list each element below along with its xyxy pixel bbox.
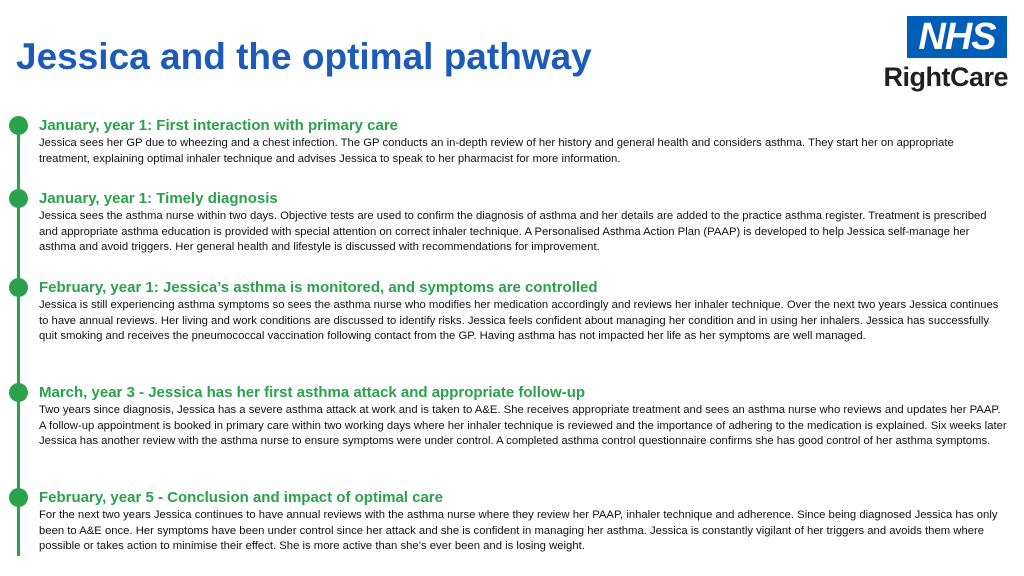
timeline-dot-1 [9,116,28,135]
nhs-rightcare-logo [878,16,1008,96]
entry-heading: January, year 1: First interaction with primary care [39,117,399,134]
timeline-entry-4 [39,384,1007,450]
entry-body: Two years since diagnosis, Jessica has a severe asthma attack at work and is taken to A&E. She receives appropriate treatment and sees an asthma nurse who reviews and updates her PAAP. A follow-up appointment is booked in primary care within two working days where her inhaler technique is reviewed and the importance of adhering to the medication is explained. Six weeks later Jessica has another review with the asthma nurse to ensure symptoms were under control. A completed asthma control questionnaire confirms she has good control of her asthma symptoms. [39,404,1007,447]
rightcare-logo-text: RightCare [883,62,1008,92]
page-title: Jessica and the optimal pathway [16,36,592,77]
entry-body: For the next two years Jessica continues to have annual reviews with the asthma nurse where they review her PAAP, inhaler technique and adherence. Since being diagnosed Jessica has only been to A&E once. Her symptoms have been under control since her attack and she is confident in managing her asthma. Jessica is constantly vigilant of her triggers and avoids them where possible or takes action to minimise their effect. She is more active than she’s ever been and is losing weight. [39,509,998,552]
entry-heading: February, year 5 - Conclusion and impact of optimal care [39,489,443,506]
nhs-logo-mark: NHS [907,16,1007,58]
timeline-entry-2 [39,190,1007,256]
entry-heading: January, year 1: Timely diagnosis [39,190,278,207]
timeline-entry-1 [39,117,1007,167]
entry-body: Jessica sees the asthma nurse within two days. Objective tests are used to confirm the diagnosis of asthma and her details are added to the practice asthma register. Treatment is prescribed and appropriate asthma education is provided with special attention on correct inhaler technique. A Personalised Asthma Action Plan (PAAP) is developed to help Jessica self-manage her asthma and avoid triggers. Her general health and lifestyle is discussed with recommendations for improvement. [39,210,987,253]
entry-body: Jessica is still experiencing asthma symptoms so sees the asthma nurse who modifies her medication accordingly and reviews her inhaler technique. Over the next two years Jessica continues to have annual reviews. Her living and work conditions are discussed to identify risks. Jessica feels confident about managing her condition and in using her inhalers. Jessica has successfully quit smoking and receives the pneumococcal vaccination following contact from the GP. Having asthma has not impacted her life as her symptoms are well managed. [39,299,999,342]
entry-body: Jessica sees her GP due to wheezing and a chest infection. The GP conducts an in-depth review of her history and general health and considers asthma. They start her on appropriate treatment, explaining optimal inhaler technique and advises Jessica to speak to her pharmacist for more information. [39,137,954,165]
timeline-entry-5 [39,489,1007,555]
timeline-dot-4 [9,383,28,402]
timeline-dot-5 [9,488,28,507]
entry-heading: March, year 3 - Jessica has her first asthma attack and appropriate follow-up [39,384,586,401]
timeline-dot-3 [9,278,28,297]
timeline-entry-3 [39,279,1007,345]
timeline-dot-2 [9,189,28,208]
entry-heading: February, year 1: Jessica’s asthma is monitored, and symptoms are controlled [39,279,598,296]
